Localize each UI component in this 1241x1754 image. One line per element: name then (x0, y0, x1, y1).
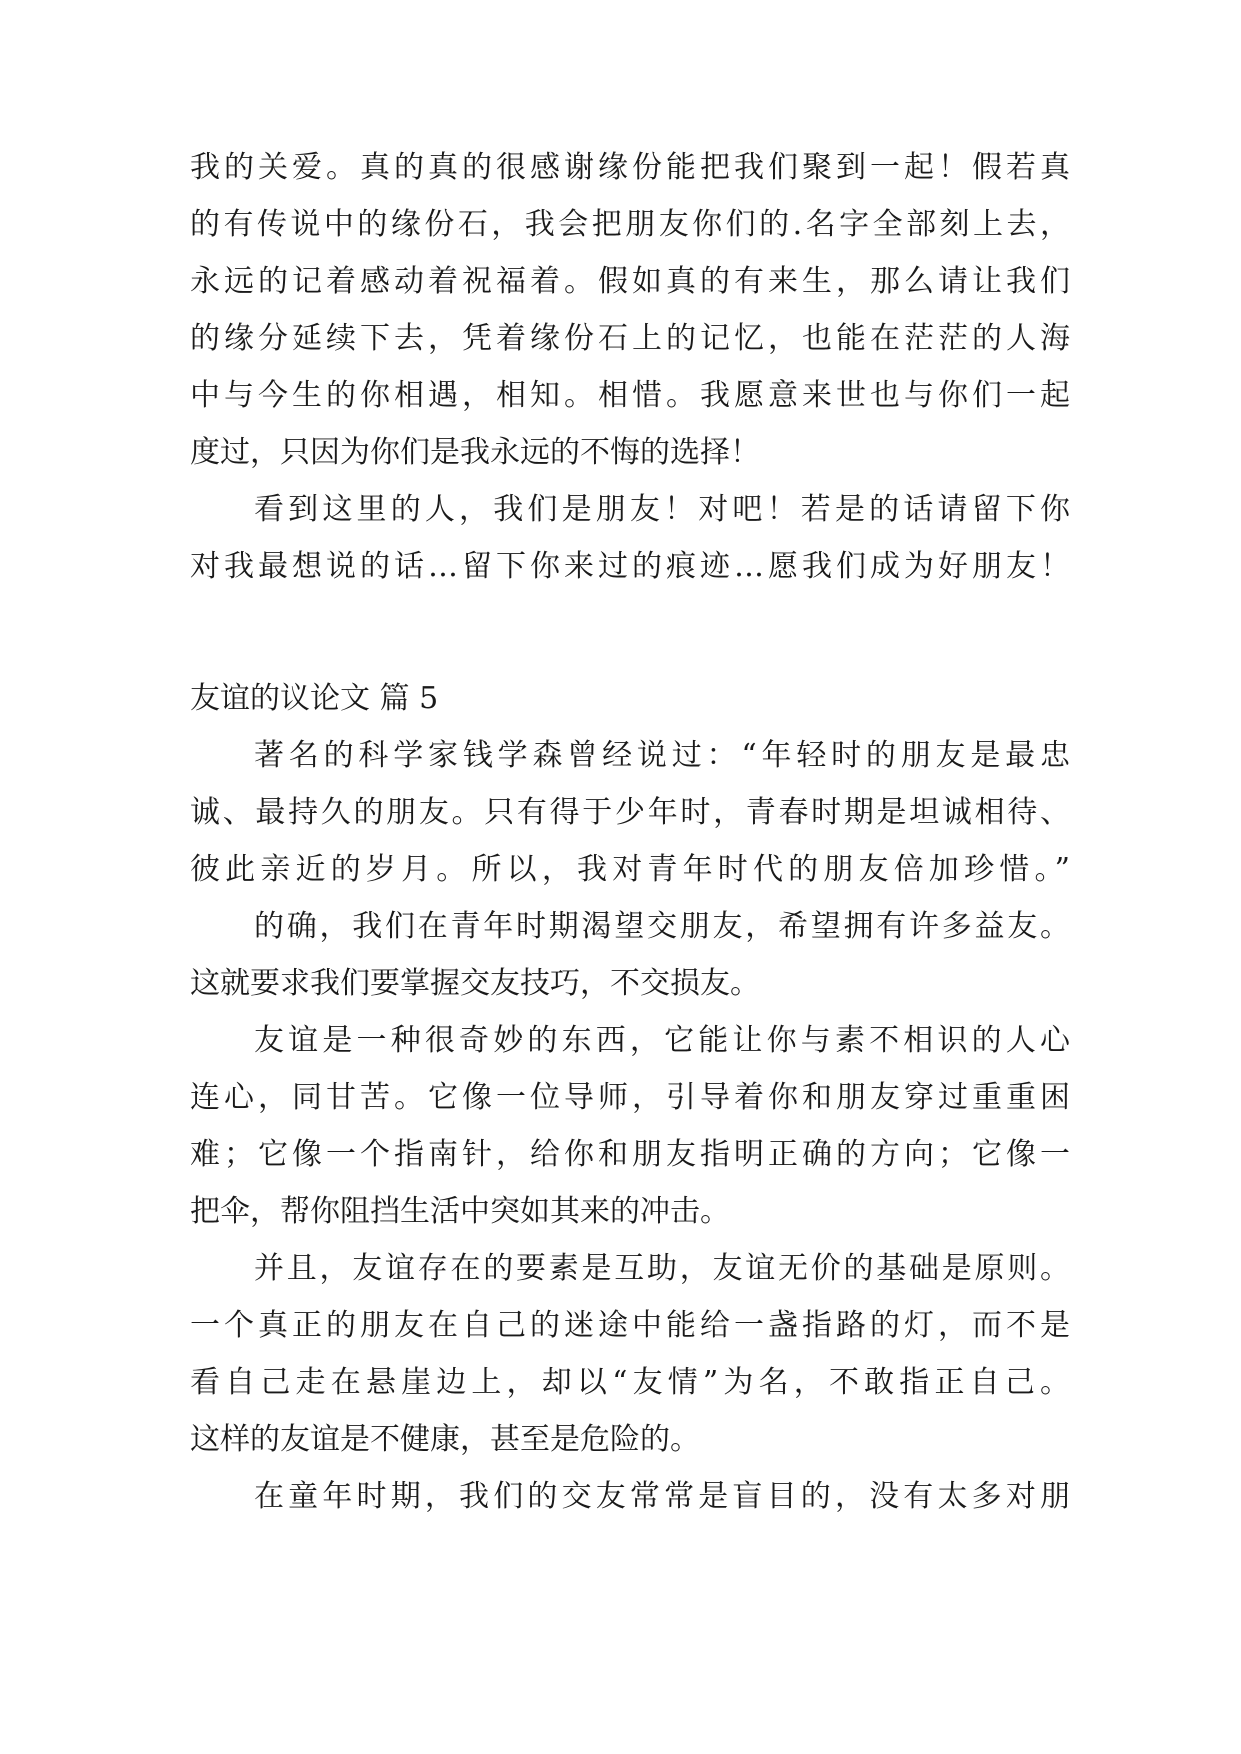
text-line: 这就要求我们要掌握交友技巧，不交损友。 (190, 966, 760, 1001)
text-line: 的缘分延续下去，凭着缘份石上的记忆，也能在茫茫的人海 (190, 321, 1070, 356)
text-line: 看自己走在悬崖边上，却以“友情”为名，不敢指正自己。 (190, 1365, 1070, 1400)
text-line: 我的关爱。真的真的很感谢缘份能把我们聚到一起！假若真 (190, 150, 1070, 185)
text-line: 连心，同甘苦。它像一位导师，引导着你和朋友穿过重重困 (190, 1080, 1070, 1115)
section-title: 友谊的议论文 篇 5 (190, 681, 439, 716)
text-line: 的确，我们在青年时期渴望交朋友，希望拥有许多益友。 (254, 909, 1070, 944)
text-line: 在童年时期，我们的交友常常是盲目的，没有太多对朋 (254, 1479, 1070, 1514)
text-line: 度过，只因为你们是我永远的不悔的选择！ (190, 435, 760, 470)
text-line: 并且，友谊存在的要素是互助，友谊无价的基础是原则。 (254, 1251, 1070, 1286)
text-line: 的有传说中的缘份石，我会把朋友你们的.名字全部刻上去， (190, 207, 1070, 242)
text-line: 把伞，帮你阻挡生活中突如其来的冲击。 (190, 1194, 730, 1229)
text-line: 看到这里的人，我们是朋友！对吧！若是的话请留下你 (254, 492, 1070, 527)
text-line: 友谊是一种很奇妙的东西，它能让你与素不相识的人心 (254, 1023, 1070, 1058)
text-line: 一个真正的朋友在自己的迷途中能给一盏指路的灯，而不是 (190, 1308, 1070, 1343)
text-line: 难；它像一个指南针，给你和朋友指明正确的方向；它像一 (190, 1137, 1070, 1172)
text-line: 永远的记着感动着祝福着。假如真的有来生，那么请让我们 (190, 264, 1070, 299)
text-line: 这样的友谊是不健康，甚至是危险的。 (190, 1422, 700, 1457)
text-line: 对我最想说的话…留下你来过的痕迹…愿我们成为好朋友！ (190, 549, 1070, 584)
text-line: 中与今生的你相遇，相知。相惜。我愿意来世也与你们一起 (190, 378, 1070, 413)
text-line: 著名的科学家钱学森曾经说过：“年轻时的朋友是最忠 (254, 738, 1070, 773)
text-line: 诚、最持久的朋友。只有得于少年时，青春时期是坦诚相待、 (190, 795, 1070, 830)
text-line: 彼此亲近的岁月。所以，我对青年时代的朋友倍加珍惜。” (190, 852, 1070, 887)
